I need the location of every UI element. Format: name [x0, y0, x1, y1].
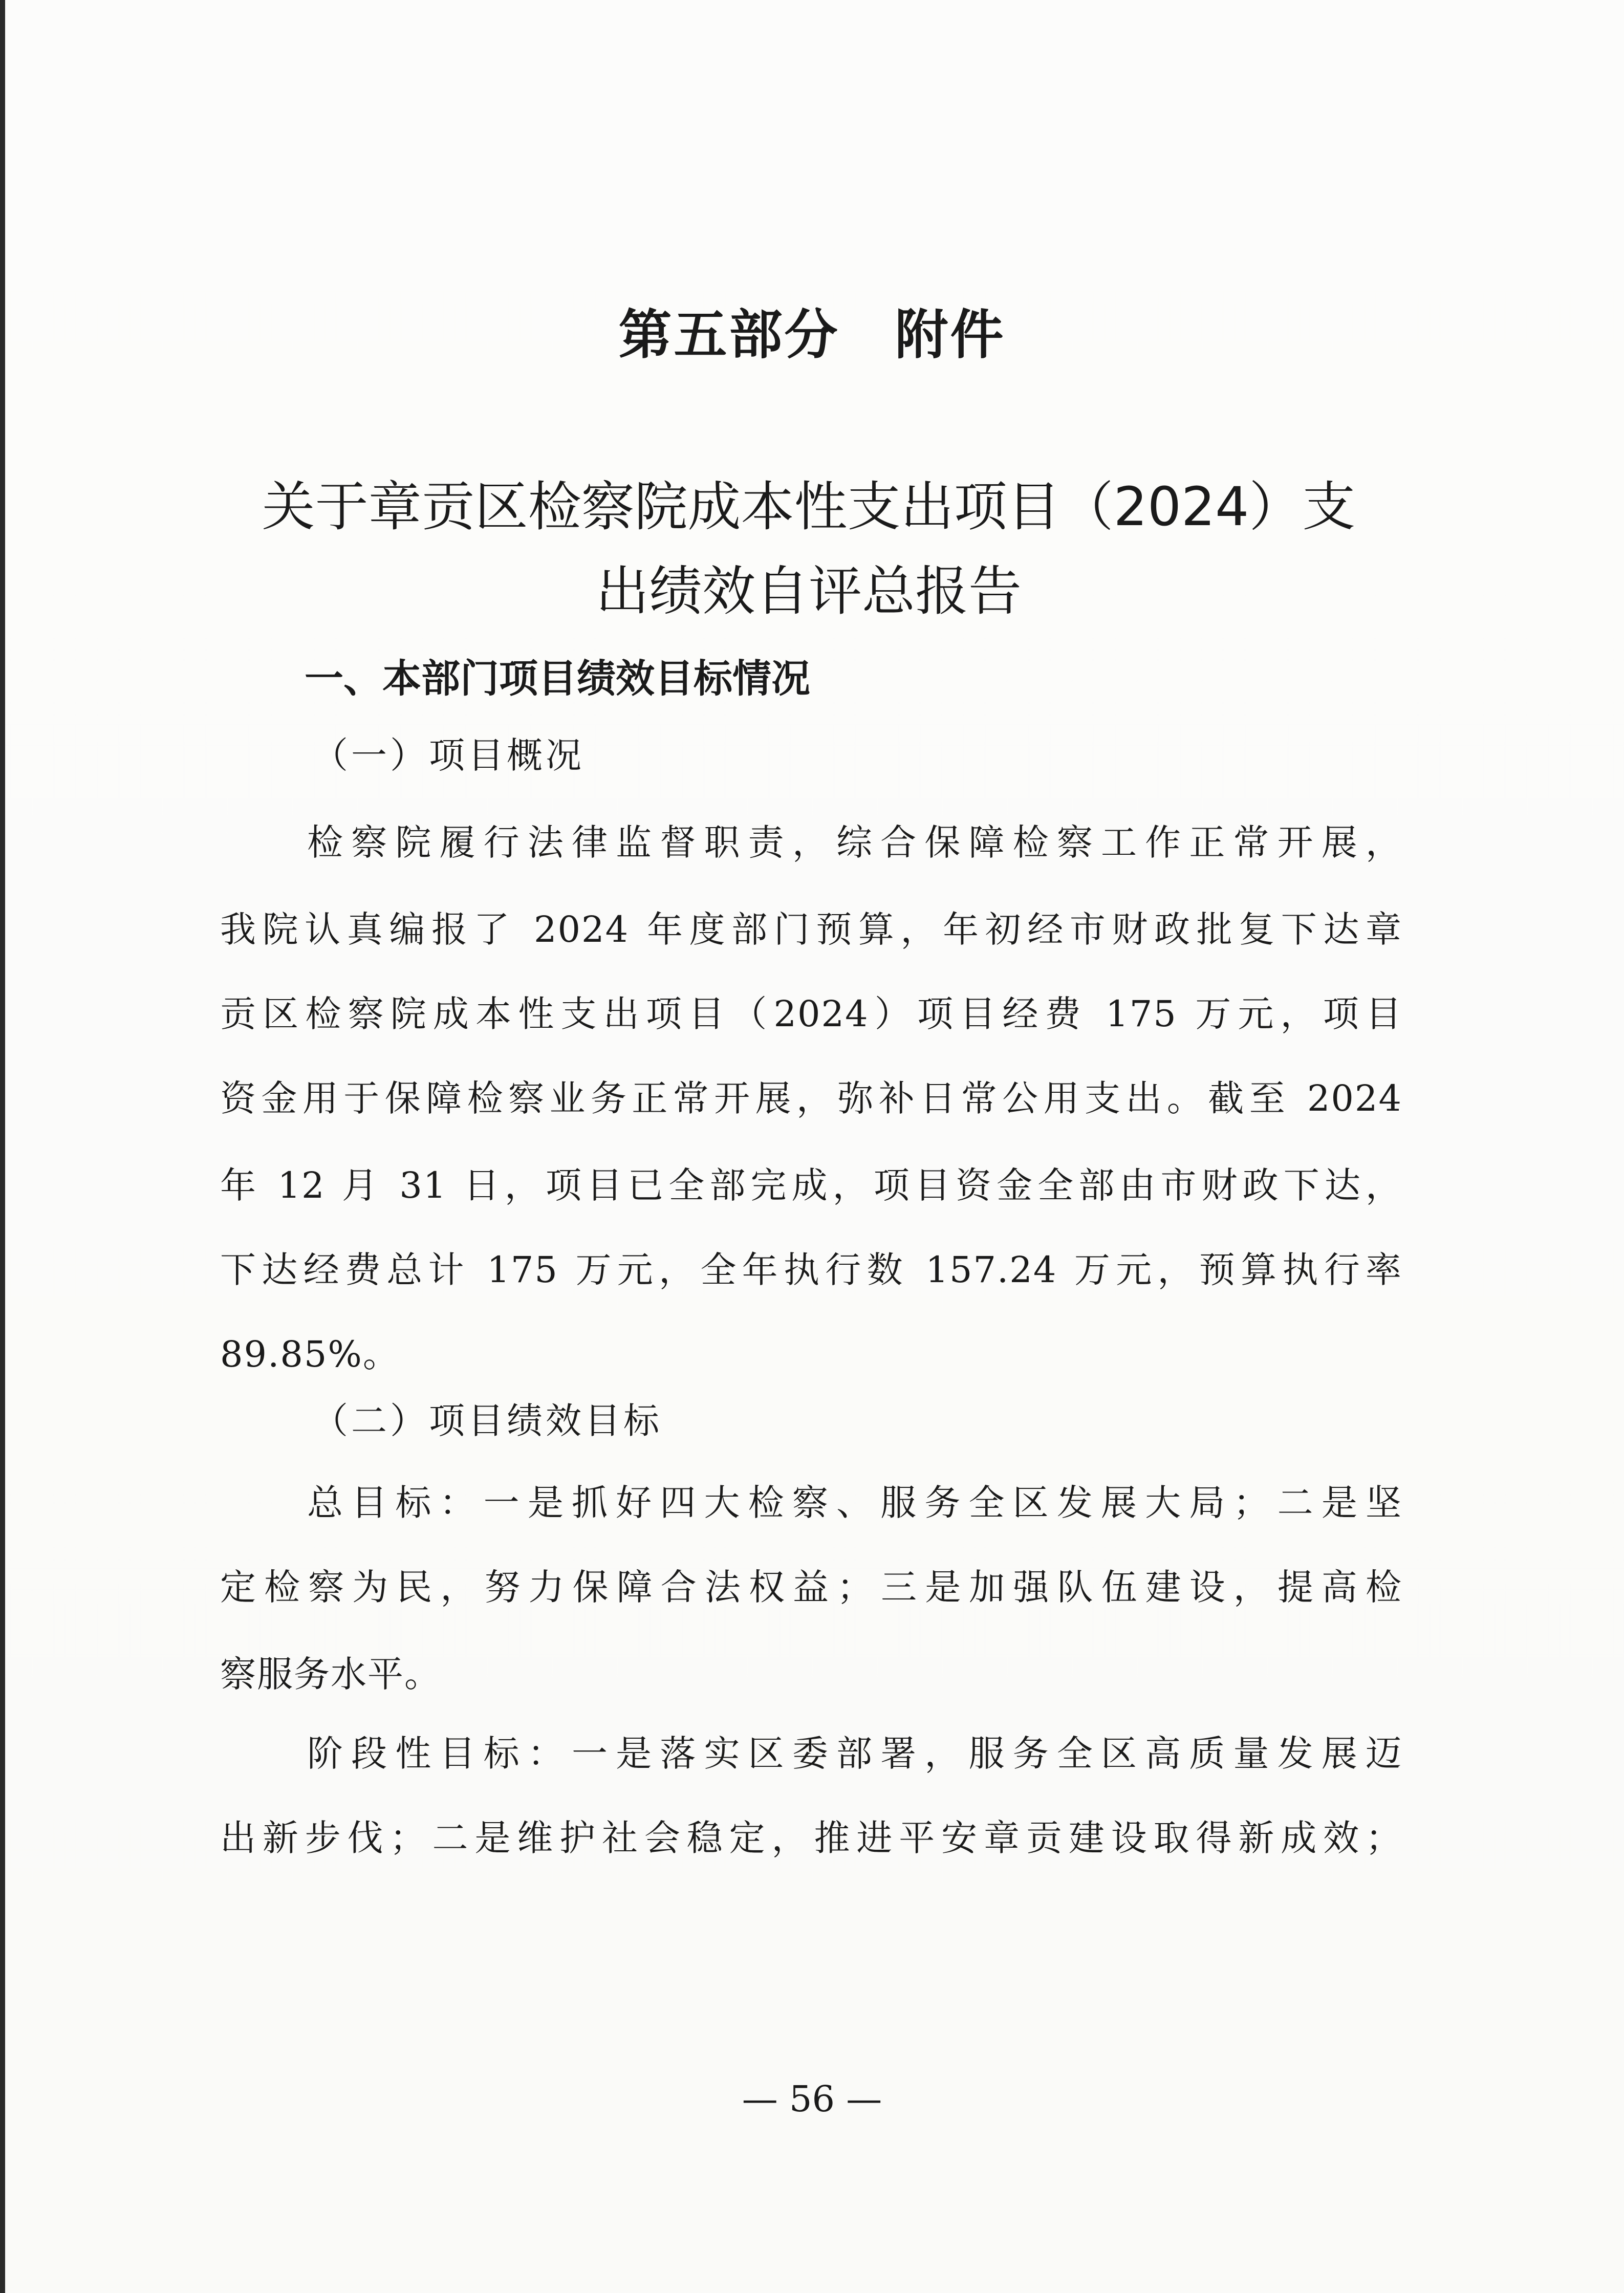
subsection-heading-goals: （二）项目绩效目标 [312, 1400, 662, 1442]
section-heading: 一、本部门项目绩效目标情况 [305, 656, 810, 701]
paragraph-line: 察服务水平。 [220, 1653, 441, 1695]
report-title-line-1: 关于章贡区检察院成本性支出项目（2024）支 [262, 475, 1356, 538]
paragraph-line: 阶段性目标：一是落实区委部署，服务全区高质量发展迈 [307, 1733, 1402, 1775]
paragraph-line: 89.85%。 [220, 1333, 400, 1375]
paragraph-line: 总目标：一是抓好四大检察、服务全区发展大局；二是坚 [307, 1482, 1402, 1524]
part-title: 第五部分 附件 [618, 304, 1006, 366]
paragraph-line: 下达经费总计 175 万元，全年执行数 157.24 万元，预算执行率 [220, 1249, 1402, 1291]
paragraph-line: 我院认真编报了 2024 年度部门预算，年初经市财政批复下达章 [220, 908, 1402, 950]
subsection-heading-overview: （一）项目概况 [312, 734, 584, 776]
paragraph-line: 贡区检察院成本性支出项目（2024）项目经费 175 万元，项目 [220, 993, 1402, 1035]
paragraph-line: 年 12 月 31 日，项目已全部完成，项目资金全部由市财政下达， [220, 1164, 1402, 1206]
report-title-line-2: 出绩效自评总报告 [595, 560, 1022, 622]
page-number: — 56 — [742, 2078, 882, 2120]
paragraph-line: 出新步伐；二是维护社会稳定，推进平安章贡建设取得新成效； [220, 1817, 1402, 1859]
paragraph-line: 定检察为民，努力保障合法权益；三是加强队伍建设，提高检 [220, 1566, 1402, 1608]
paragraph-line: 检察院履行法律监督职责，综合保障检察工作正常开展， [307, 821, 1402, 863]
paragraph-line: 资金用于保障检察业务正常开展，弥补日常公用支出。截至 2024 [220, 1077, 1402, 1119]
